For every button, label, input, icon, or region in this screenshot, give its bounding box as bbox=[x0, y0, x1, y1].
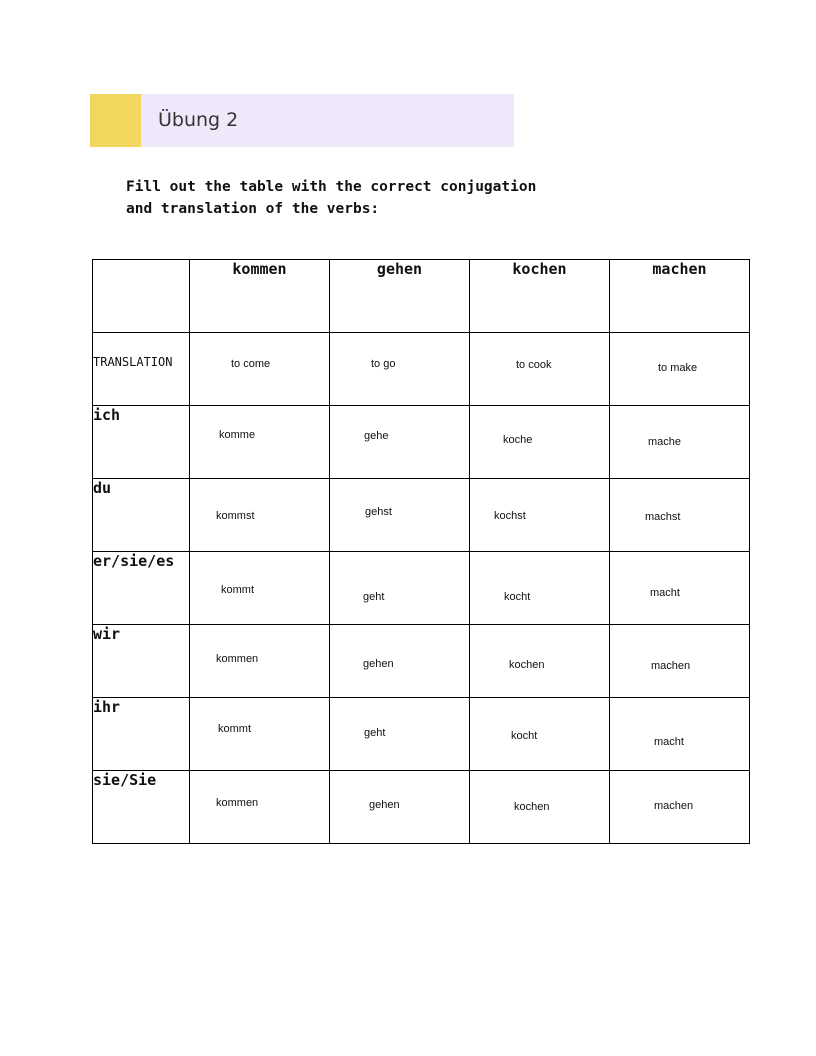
answer-text: geht bbox=[364, 727, 386, 739]
verb-header: kochen bbox=[470, 260, 610, 333]
answer-text: kommst bbox=[216, 510, 255, 522]
answer-cell[interactable] bbox=[190, 625, 330, 698]
exercise-title: Übung 2 bbox=[158, 109, 239, 131]
answer-text: gehe bbox=[364, 430, 389, 442]
row-label: er/sie/es bbox=[93, 552, 190, 625]
answer-text: kommen bbox=[216, 653, 259, 665]
answer-text: kommt bbox=[218, 723, 251, 735]
answer-cell[interactable] bbox=[330, 406, 470, 479]
answer-cell[interactable] bbox=[330, 625, 470, 698]
answer-text: mache bbox=[648, 436, 682, 448]
answer-cell[interactable] bbox=[610, 333, 750, 406]
answer-text: macht bbox=[650, 587, 680, 599]
exercise-title-bar bbox=[90, 94, 514, 147]
answer-cell[interactable] bbox=[470, 771, 610, 844]
answer-cell[interactable] bbox=[610, 406, 750, 479]
title-accent-block bbox=[90, 94, 141, 147]
row-label: TRANSLATION bbox=[93, 333, 190, 406]
answer-cell[interactable] bbox=[330, 552, 470, 625]
answer-text: gehst bbox=[365, 506, 392, 518]
answer-text: kocht bbox=[504, 591, 531, 603]
answer-text: kochst bbox=[494, 510, 526, 522]
verb-header: gehen bbox=[330, 260, 470, 333]
table-header-row bbox=[93, 260, 750, 333]
answer-text: koche bbox=[503, 434, 533, 446]
row-label: ich bbox=[93, 406, 190, 479]
answer-cell[interactable] bbox=[470, 479, 610, 552]
row-label: du bbox=[93, 479, 190, 552]
answer-cell[interactable] bbox=[330, 479, 470, 552]
answer-text: geht bbox=[363, 591, 385, 603]
answer-cell[interactable] bbox=[330, 698, 470, 771]
table-row bbox=[93, 625, 750, 698]
verb-header: kommen bbox=[190, 260, 330, 333]
row-label: ihr bbox=[93, 698, 190, 771]
answer-text: macht bbox=[654, 736, 684, 748]
answer-cell[interactable] bbox=[610, 698, 750, 771]
table-row bbox=[93, 406, 750, 479]
answer-cell[interactable] bbox=[610, 552, 750, 625]
table-row bbox=[93, 771, 750, 844]
answer-text: kocht bbox=[511, 730, 538, 742]
answer-text: to come bbox=[231, 358, 271, 370]
answer-cell[interactable] bbox=[190, 406, 330, 479]
answer-text: machen bbox=[654, 800, 694, 812]
answer-cell[interactable] bbox=[610, 625, 750, 698]
row-label: sie/Sie bbox=[93, 771, 190, 844]
table-corner-cell bbox=[93, 260, 190, 333]
answer-text: kommen bbox=[216, 797, 259, 809]
table-row bbox=[93, 479, 750, 552]
answer-cell[interactable] bbox=[470, 698, 610, 771]
answer-text: gehen bbox=[369, 799, 400, 811]
answer-text: to go bbox=[371, 358, 396, 370]
answer-text: machen bbox=[651, 660, 691, 672]
answer-text: kommt bbox=[221, 584, 254, 596]
table-row bbox=[93, 333, 750, 406]
exercise-instructions: Fill out the table with the correct conjugation and translation of the verbs: bbox=[126, 179, 537, 217]
answer-cell[interactable] bbox=[610, 479, 750, 552]
answer-cell[interactable] bbox=[190, 698, 330, 771]
answer-text: kochen bbox=[514, 801, 550, 813]
answer-cell[interactable] bbox=[190, 333, 330, 406]
answer-cell[interactable] bbox=[190, 479, 330, 552]
answer-text: gehen bbox=[363, 658, 394, 670]
row-label: wir bbox=[93, 625, 190, 698]
conjugation-table bbox=[92, 259, 750, 844]
answer-text: kochen bbox=[509, 659, 545, 671]
answer-cell[interactable] bbox=[330, 333, 470, 406]
table-row bbox=[93, 552, 750, 625]
answer-text: machst bbox=[645, 511, 681, 523]
table-row bbox=[93, 698, 750, 771]
answer-cell[interactable] bbox=[470, 552, 610, 625]
answer-text: to cook bbox=[516, 359, 552, 371]
answer-cell[interactable] bbox=[470, 333, 610, 406]
answer-cell[interactable] bbox=[610, 771, 750, 844]
answer-cell[interactable] bbox=[470, 625, 610, 698]
answer-cell[interactable] bbox=[470, 406, 610, 479]
answer-cell[interactable] bbox=[190, 552, 330, 625]
verb-header: machen bbox=[610, 260, 750, 333]
answer-text: to make bbox=[658, 362, 698, 374]
answer-cell[interactable] bbox=[190, 771, 330, 844]
answer-cell[interactable] bbox=[330, 771, 470, 844]
answer-text: komme bbox=[219, 429, 256, 441]
